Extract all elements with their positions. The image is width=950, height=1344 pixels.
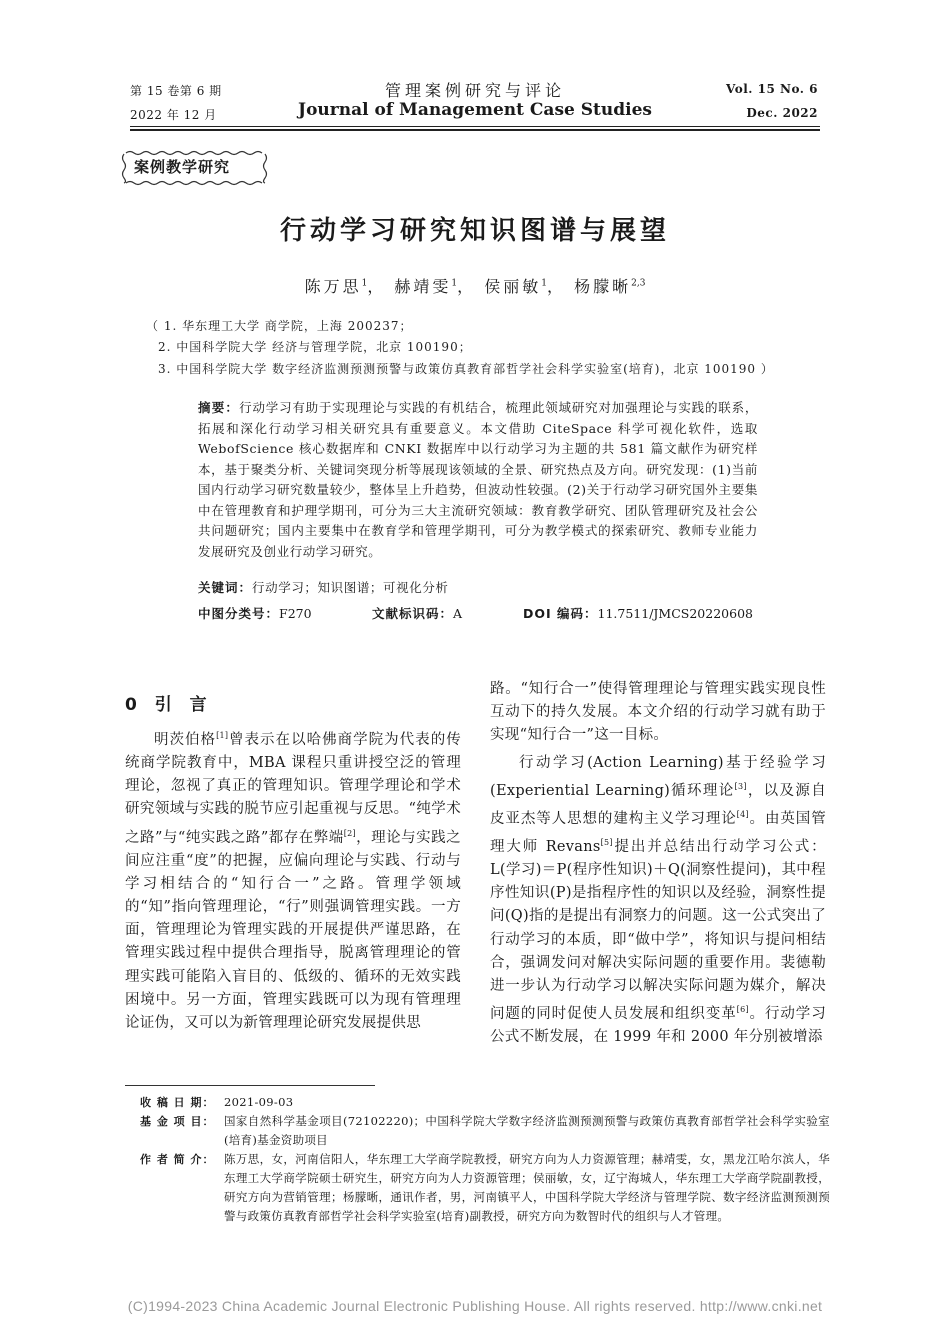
paragraph-text: 行动学习(Action Learning)基于经验学习(Experiential Learning)循环理论	[490, 754, 826, 799]
author-list: 陈万思$^1$， 赫靖雯$^1$， 侯丽敏$^1$， 杨朦晰$^{2,3}$	[304, 277, 646, 296]
doc-label: 文献标识码：	[372, 606, 454, 621]
author-name: 杨朦晰	[574, 277, 632, 296]
citation-mark[interactable]: [2]	[343, 828, 356, 838]
keywords	[198, 578, 758, 599]
paragraph-text: 。由英国管理大师 Revans	[490, 810, 826, 855]
abstract-label: 摘要：	[198, 400, 240, 415]
footnote-text: 陈万思，女，河南信阳人，华东理工大学商学院教授，研究方向为人力资源管理；赫靖雯，女，黑龙江哈尔滨人，华东理工大学商学院硕士研究生，研究方向为人力资源管理；侯丽敏，女，辽宁海城人，华东理工大学商学院副教授，研究方向为营销管理；杨朦晰，通讯作者，男，河南镇平人，中国科学院大学经济与管理学院、数字经济监测预测预警与政策仿真教育部哲学社会科学实验室(培育)副教授，研究方向为数智时代的组织与人才管理。	[224, 1152, 830, 1223]
footnote-received	[140, 1093, 830, 1112]
doi-value: 11.7511/JMCS20220608	[597, 606, 753, 621]
left-column	[125, 724, 461, 1035]
doc-code	[372, 604, 462, 622]
doc-value: A	[453, 606, 463, 621]
author-name: 侯丽敏	[484, 277, 542, 296]
author-name: 赫靖雯	[394, 277, 452, 296]
footnote-label: 作 者 简 介：	[140, 1153, 215, 1166]
clc-value: F270	[279, 606, 312, 621]
keywords-label: 关键词：	[198, 580, 253, 595]
footnote-label: 收 稿 日 期：	[140, 1096, 215, 1109]
doi-label: DOI 编码：	[523, 606, 598, 621]
journal-title-en: Journal of Management Case Studies	[298, 100, 652, 120]
section-tag	[120, 150, 270, 186]
volume-issue-cn: 第 15 卷第 6 期	[130, 84, 222, 98]
paragraph-text: ，以及源自皮亚杰等人思想的建构主义学习理论	[490, 782, 827, 827]
keywords-text: 行动学习；知识图谱；可视化分析	[252, 580, 449, 595]
date-cn: 2022 年 12 月	[130, 108, 217, 122]
paper-title: 行动学习研究知识图谱与展望	[279, 216, 670, 246]
citation-mark[interactable]: [4]	[736, 809, 749, 819]
header-rule-thick	[130, 129, 820, 131]
citation-mark[interactable]: [5]	[600, 837, 613, 847]
footnote-text: 2021-09-03	[224, 1095, 294, 1109]
abstract	[198, 398, 758, 562]
abstract-text: 行动学习有助于实现理论与实践的有机结合，梳理此领域研究对加强理论与实践的联系，拓展和深化行动学习相关研究具有重要意义。本文借助 CiteSpace 科学可视化软件，选取 WebofScience 核心数据库和 CNKI 数据库中以行动学习为主题的共 581 篇文献作为研究样本，基于聚类分析、关键词突现分析等展现该领域的全景、研究热点及方向。研究发现：(1)当前国内行动学习研究数量较少，整体呈上升趋势，但波动性较强。(2)关于行动学习研究国外主要集中在管理教育和护理学期刊，可分为三大主流研究领域：教育教学研究、团队管理研究及社会公共问题研究；国内主要集中在教育学和管理学期刊，可分为教学模式的探索研究、教师专业能力发展研究及创业行动学习研究。	[198, 400, 758, 559]
footnote-authors	[140, 1150, 830, 1226]
section-heading: 0 引 言	[125, 695, 213, 715]
author-name: 陈万思	[304, 277, 362, 296]
paragraph-text: 提出并总结出行动学习公式：L(学习)＝P(程序性知识)＋Q(洞察性提问)，其中程序性知识(P)是指程序性的知识以及经验，洞察性提问(Q)指的是提出有洞察力的问题。这一公式突出了行动学习的本质，即“做中学”，将知识与提问相结合，强调发问对解决实际问题的重要作用。裴德勒进一步认为行动学习以解决实际问题为媒介，解决问题的同时促使人员发展和组织变革	[490, 838, 826, 1022]
footnote-label: 基 金 项 目：	[140, 1115, 215, 1128]
journal-title-cn: 管理案例研究与评论	[384, 81, 565, 100]
header-rule	[130, 126, 820, 127]
doi-code	[523, 604, 753, 622]
paragraph	[490, 752, 826, 1050]
footnote-rule	[125, 1085, 375, 1086]
paragraph	[125, 724, 461, 1035]
paragraph-continued: 路。“知行合一”使得管理理论与管理实践实现良性互动下的持久发展。本文介绍的行动学习就有助于实现“知行合一”这一目标。	[490, 681, 826, 744]
author-affil-mark: 1	[451, 278, 458, 289]
volume-issue-en: Vol. 15 No. 6	[726, 82, 818, 96]
clc-code	[198, 604, 312, 622]
section-tag-label: 案例教学研究	[134, 158, 231, 176]
citation-mark[interactable]: [6]	[736, 1005, 749, 1015]
clc-label: 中图分类号：	[198, 606, 280, 621]
footnotes	[140, 1093, 830, 1226]
paragraph-text: 曾表示在以哈佛商学院为代表的传统商学院教育中，MBA 课程只重讲授空泛的管理理论，忽视了真正的管理知识。管理学理论和学术研究领域与实践的脱节应引起重视与反思。“纯学术之路”与“纯实践之路”都存在弊端	[125, 731, 462, 846]
citation-mark[interactable]: [1]	[216, 731, 229, 740]
citation-mark[interactable]: [3]	[734, 781, 747, 791]
copyright-footer: (C)1994-2023 China Academic Journal Electronic Publishing House. All rights reserved. http://www.cnki.net	[127, 1298, 823, 1314]
date-en: Dec. 2022	[746, 106, 818, 120]
author-affil-mark: 1	[541, 278, 547, 289]
footnote-text: 国家自然科学基金项目(72102220)；中国科学院大学数字经济监测预测预警与政策仿真教育部哲学社会科学实验室(培育)基金资助项目	[224, 1114, 830, 1147]
paragraph-text: ，理论与实践之间应注重“度”的把握，应偏向理论与实践、行动与学习相结合的“知行合一”之路。管理学领域的“知”指向管理理论，“行”则强调管理实践。一方面，管理理论为管理实践的开展提供严谨思路，在管理实践过程中提供合理指导，脱离管理理论的管理实践可能陷入盲目的、低级的、循环的无效实践困境中。另一方面，管理实践既可以为现有管理理论证伪，又可以为新管理理论研究发展提供思	[125, 829, 461, 1032]
paragraph-text: 明茨伯格	[154, 731, 217, 748]
affiliation-1: （ 1. 华东理工大学 商学院，上海 200237；	[146, 319, 413, 333]
paragraph-text: 。行动学习公式不断发展，在 1999 年和 2000 年分别被增添	[490, 1005, 826, 1046]
author-affil-mark: 1	[361, 278, 368, 289]
right-column	[490, 678, 826, 1049]
author-affil-mark: 2,3	[631, 278, 646, 289]
affiliation-2: 2. 中国科学院大学 经济与管理学院，北京 100190；	[158, 340, 472, 354]
footnote-fund	[140, 1112, 830, 1150]
affiliation-3: 3. 中国科学院大学 数字经济监测预测预警与政策仿真教育部哲学社会科学实验室(培育)，北京 100190 ）	[158, 362, 774, 376]
